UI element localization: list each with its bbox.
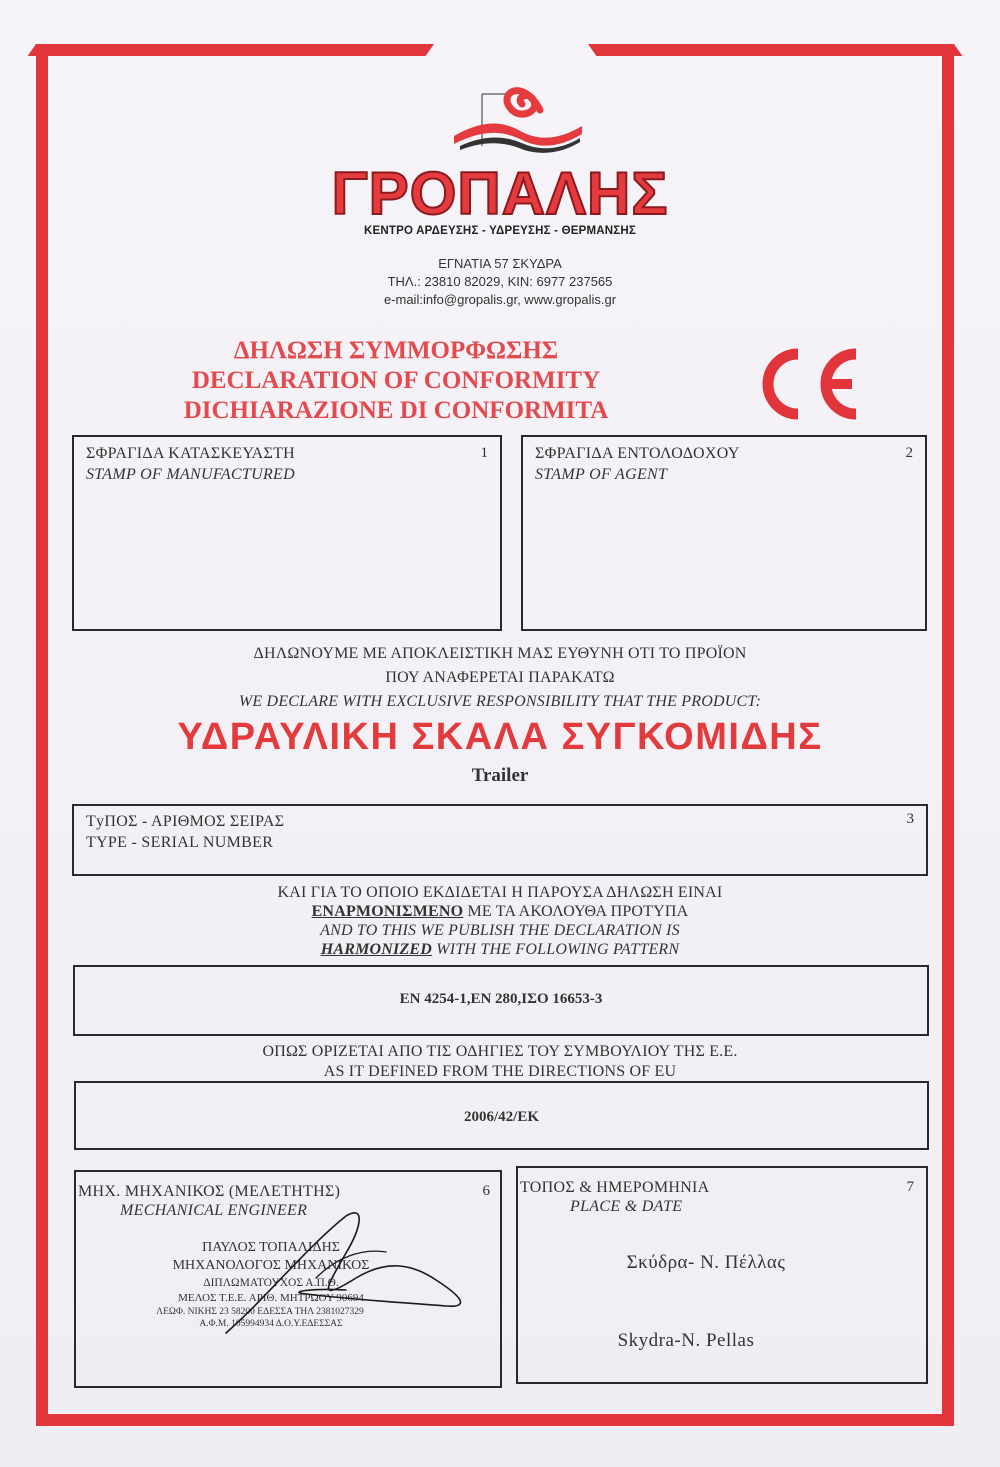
engineer-label-english: MECHANICAL ENGINEER — [120, 1202, 308, 1219]
frame-top-right — [588, 44, 962, 56]
directive-value: 2006/42/EK — [463, 1109, 539, 1125]
engineer-stamp-tax: Α.Φ.Μ. 105994934 Δ.Ο.Υ.ΕΔΕΣΣΑΣ — [199, 1319, 343, 1329]
harmonized-line-1: ΚΑΙ ΓΙΑ ΤΟ ΟΠΟΙΟ ΕΚΔΙΔΕΤΑΙ Η ΠΑΡΟΥΣΑ ΔΗΛΩΣΗ ΕΙΝΑΙ — [277, 884, 723, 901]
engineer-stamp-address: ΛΕΩΦ. ΝΙΚΗΣ 23 58200 ΕΔΕΣΣΑ ΤΗΛ 2381027329 — [156, 1307, 364, 1317]
manufacturer-stamp-label-english: STAMP OF MANUFACTURED — [86, 466, 295, 483]
engineer-box — [74, 1170, 502, 1388]
manufacturer-stamp-label-greek: ΣΦΡΑΓΙΔΑ ΚΑΤΑΣΚΕΥΑΣΤΗ — [86, 445, 296, 462]
type-serial-label-greek: ΤyΠΟΣ - ΑΡΙΘΜΟΣ ΣΕΙΡΑΣ — [86, 813, 285, 830]
box-number-2: 2 — [905, 445, 913, 461]
harmonized-line-2 — [0, 901, 1000, 922]
engineer-label-greek: ΜΗΧ. ΜΗΧΑΝΙΚΟΣ (ΜΕΛΕΤΗΤΗΣ) — [78, 1183, 341, 1200]
frame-bottom — [36, 1414, 954, 1426]
directives-line-2: AS IT DEFINED FROM THE DIRECTIONS OF EU — [323, 1063, 677, 1080]
box-number-3: 3 — [906, 811, 914, 827]
declaration-line-1: ΔΗΛΩΝΟΥΜΕ ΜΕ ΑΠΟΚΛΕΙΣΤΙΚΗ ΜΑΣ ΕΥΘΥΝΗ ΟΤΙ ΤΟ ΠΡΟΪΟΝ — [253, 645, 747, 662]
title-greek: ΔΗΛΩΣΗ ΣΥΜΜΟΡΦΩΣΗΣ — [233, 337, 559, 364]
box-number-6: 6 — [482, 1183, 490, 1199]
directive-box — [74, 1081, 929, 1150]
type-serial-box — [72, 804, 928, 876]
standards-value: EN 4254-1,EN 280,ΙΣΟ 16653-3 — [399, 991, 603, 1007]
box-number-7: 7 — [906, 1179, 914, 1195]
company-contact: e-mail:info@gropalis.gr, www.gropalis.gr — [383, 292, 617, 307]
place-date-box — [516, 1166, 928, 1384]
agent-stamp-label-greek: ΣΦΡΑΓΙΔΑ ΕΝΤΟΛΟΔΟΧΟΥ — [535, 445, 740, 462]
standards-box — [73, 965, 929, 1036]
engineer-stamp-name: ΠΑΥΛΟΣ ΤΟΠΑΛΙΔΗΣ — [202, 1240, 340, 1255]
company-address: ΕΓΝΑΤΙΑ 57 ΣΚΥΔΡΑ — [438, 256, 562, 271]
harmonized-line-2-rest: ΜΕ ΤΑ ΑΚΟΛΟΥΘΑ ΠΡΟΤΥΠΑ — [463, 903, 689, 920]
company-phone: ΤΗΛ.: 23810 82029, ΚΙΝ: 6977 237565 — [387, 274, 613, 289]
company-tagline: ΚΕΝΤΡΟ ΑΡΔΕΥΣΗΣ - ΥΔΡΕΥΣΗΣ - ΘΕΡΜΑΝΣΗΣ — [364, 225, 636, 237]
agent-stamp-box — [521, 435, 927, 631]
title-english: DECLARATION OF CONFORMITY — [191, 367, 601, 394]
ce-mark-icon — [748, 346, 864, 422]
engineer-stamp-registry: ΜΕΛΟΣ Τ.Ε.Ε. ΑΡΙΘ. ΜΗΤΡΩΟΥ 90694 — [178, 1292, 364, 1304]
signature-icon — [196, 1208, 496, 1338]
product-name: ΥΔΡΑΥΛΙΚΗ ΣΚΑΛΑ ΣΥΓΚΟΜΙΔΗΣ — [177, 716, 823, 758]
harmonized-greek-emphasis: ΕΝΑΡΜΟΝΙΣΜΕΝΟ — [311, 903, 464, 920]
place-value-greek: Σκύδρα- Ν. Πέλλας — [626, 1252, 786, 1273]
harmonized-line-4-rest: WITH THE FOLLOWING PATTERN — [432, 941, 680, 958]
place-label-greek: ΤΟΠΟΣ & ΗΜΕΡΟΜΗΝΙΑ — [520, 1179, 710, 1196]
product-subtitle: Trailer — [471, 765, 529, 786]
engineer-stamp-title: ΜΗΧΑΝΟΛΟΓΟΣ ΜΗΧΑΝΙΚΟΣ — [172, 1258, 370, 1273]
agent-stamp-label-english: STAMP OF AGENT — [535, 466, 668, 483]
engineer-stamp-diploma: ΔΙΠΛΩΜΑΤΟΥΧΟΣ Α.Π.Θ. — [203, 1277, 339, 1289]
box-number-1: 1 — [480, 445, 488, 461]
company-name: ΓΡΟΠΑΛΗΣ — [331, 160, 669, 227]
company-logo-icon — [452, 80, 584, 156]
frame-top-left — [28, 44, 434, 56]
declaration-line-3: WE DECLARE WITH EXCLUSIVE RESPONSIBILITY THAT THE PRODUCT: — [238, 693, 762, 710]
harmonized-english-emphasis: HARMONIZED — [320, 941, 433, 958]
place-label-english: PLACE & DATE — [570, 1198, 683, 1215]
declaration-line-2: ΠΟΥ ΑΝΑΦΕΡΕΤΑΙ ΠΑΡΑΚΑΤΩ — [385, 669, 615, 686]
type-serial-label-english: TYPE - SERIAL NUMBER — [86, 834, 274, 851]
harmonized-line-3: AND TO THIS WE PUBLISH THE DECLARATION IS — [320, 922, 680, 939]
manufacturer-stamp-box — [72, 435, 502, 631]
title-italian: DICHIARAZIONE DI CONFORMITA — [183, 397, 609, 424]
place-value-english: Skydra-N. Pellas — [617, 1330, 755, 1351]
harmonized-line-4 — [0, 939, 1000, 960]
directives-line-1: ΟΠΩΣ ΟΡΙΖΕΤΑΙ ΑΠΟ ΤΙΣ ΟΔΗΓΙΕΣ ΤΟΥ ΣΥΜΒΟΥΛΙΟΥ ΤΗΣ Ε.Ε. — [262, 1043, 738, 1060]
